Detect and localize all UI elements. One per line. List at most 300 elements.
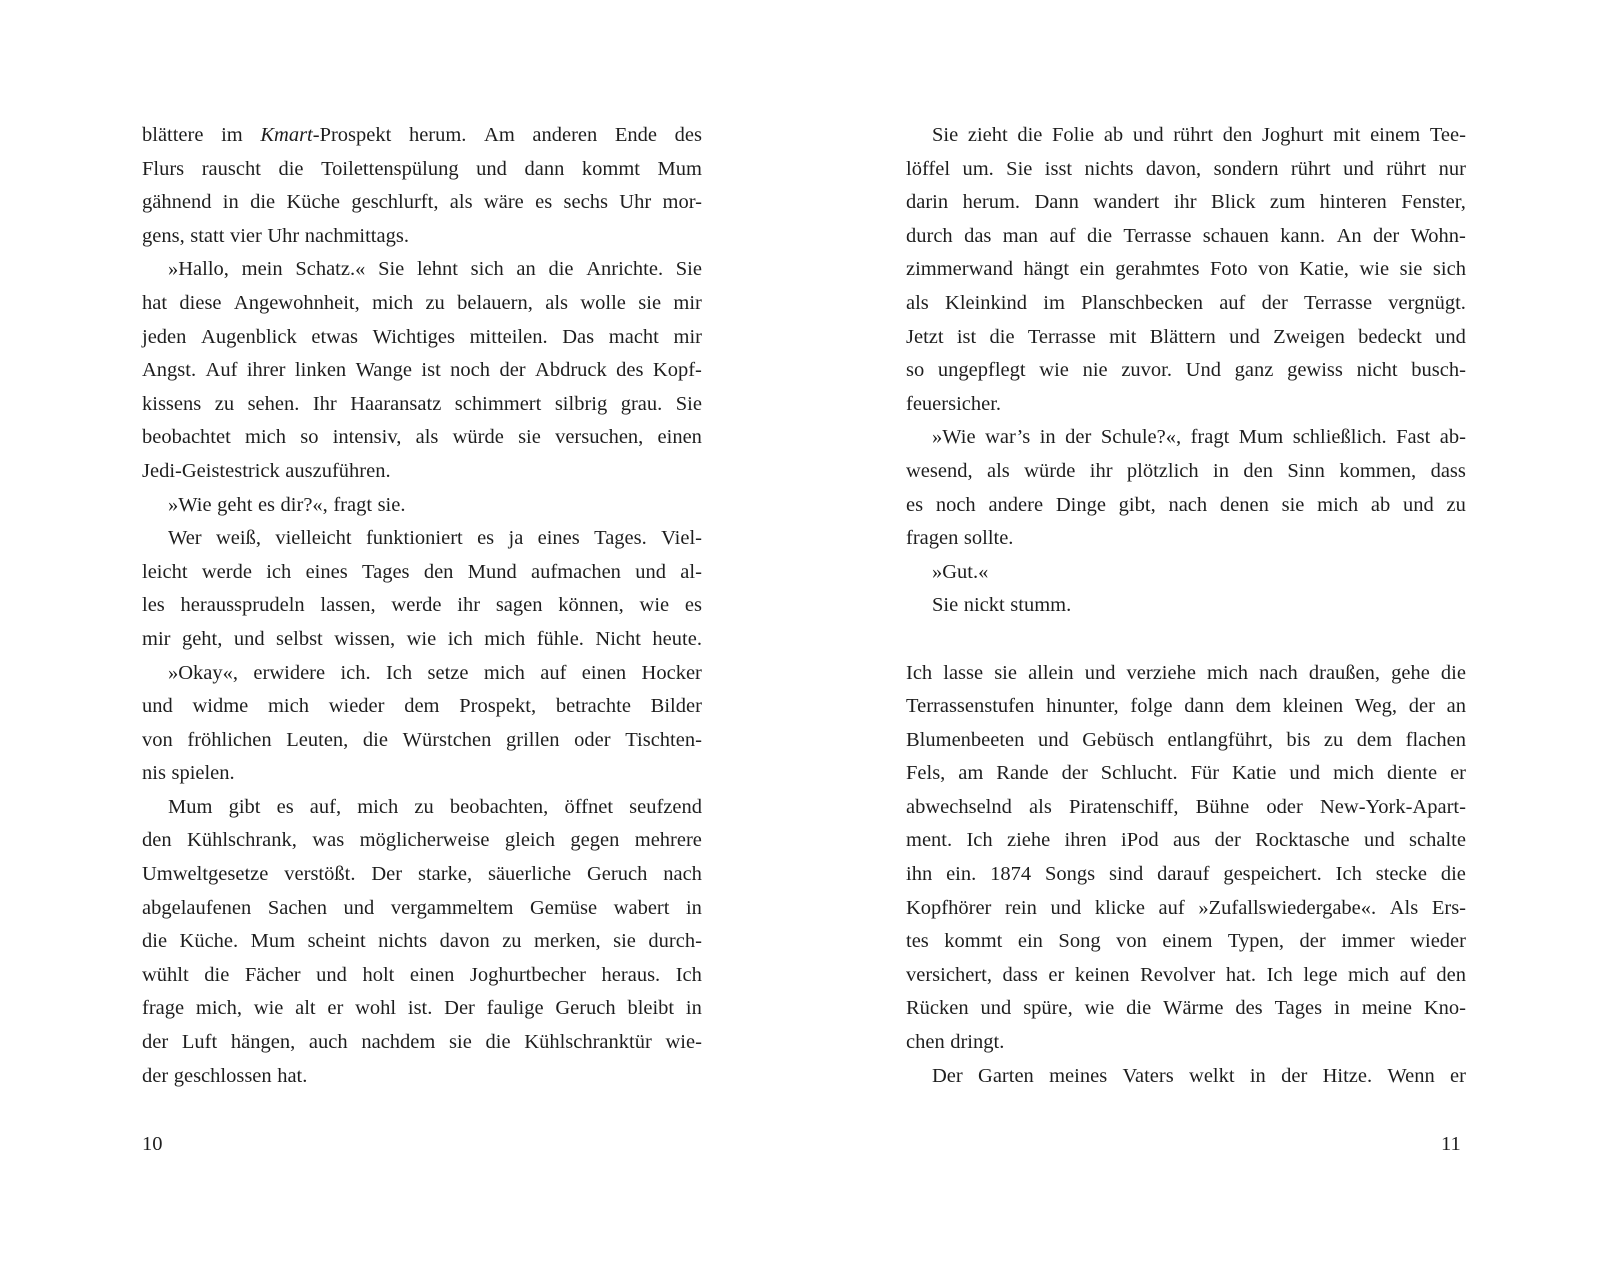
word: ihr	[457, 594, 481, 617]
word: lehnt	[416, 258, 458, 281]
word: nichts	[378, 930, 428, 953]
text-line	[906, 589, 1466, 623]
word: ich	[447, 627, 473, 650]
word: die	[204, 963, 230, 986]
word: betrachte	[555, 695, 631, 718]
word: mitteilen.	[469, 325, 548, 348]
word: wühlt	[142, 963, 189, 986]
word: beobachtet	[142, 426, 231, 449]
text-line	[142, 892, 702, 926]
word: auf,	[309, 795, 342, 818]
text-line	[906, 1026, 1466, 1060]
word: und	[316, 963, 347, 986]
word: wie	[1359, 258, 1390, 281]
text-line	[142, 724, 702, 758]
word: sechs	[563, 191, 608, 214]
word: lassen,	[320, 594, 376, 617]
word: dem	[404, 695, 440, 718]
word: Tischten-	[625, 728, 702, 751]
word: nickt	[963, 594, 1005, 617]
word: es	[535, 191, 553, 214]
word: Kopfhörer	[906, 896, 992, 919]
word: meines	[1049, 1064, 1108, 1087]
word: erwidere	[253, 661, 326, 684]
word: dem	[1235, 695, 1272, 718]
word: es	[257, 493, 276, 516]
word: andere	[988, 493, 1044, 516]
word: nachdem	[361, 1031, 436, 1054]
word: aus	[1172, 829, 1201, 852]
word: keinen	[1074, 963, 1130, 986]
word: ich.	[340, 661, 371, 684]
word: gens,	[142, 224, 185, 247]
word: zu	[425, 291, 445, 314]
word: er	[327, 997, 344, 1020]
word: Terrasse	[1304, 291, 1373, 314]
word: wie	[406, 627, 437, 650]
word: Geruch	[586, 863, 648, 886]
word: wäre	[483, 191, 524, 214]
word: Terrasse	[1027, 325, 1096, 348]
text-line	[906, 824, 1466, 858]
word: Typen,	[1227, 930, 1284, 953]
word: Wichtiges	[372, 325, 455, 348]
word: gegen	[570, 829, 620, 852]
word: der	[1299, 930, 1326, 953]
word: und	[1363, 829, 1395, 852]
word: den	[142, 829, 172, 852]
word: Vaters	[1122, 1064, 1174, 1087]
word: statt	[190, 224, 225, 247]
word: abwechselnd	[906, 795, 1012, 818]
word: sie	[638, 291, 662, 314]
word: lege	[1303, 963, 1338, 986]
word: Kleinkind	[945, 291, 1028, 314]
word: der	[142, 1031, 169, 1054]
word: man	[1002, 224, 1039, 247]
text-line	[142, 1060, 702, 1094]
word: nach	[1168, 493, 1208, 516]
word: Kühlschrank,	[187, 829, 297, 852]
word: können,	[558, 594, 624, 617]
text-line	[142, 757, 702, 791]
text-line	[142, 959, 702, 993]
word: kommt	[581, 157, 640, 180]
word: belauern,	[457, 291, 533, 314]
word: in	[1039, 426, 1056, 449]
word: bleibt	[627, 997, 675, 1020]
word: fragt	[333, 493, 373, 516]
word: der	[1261, 291, 1288, 314]
word: mich	[483, 661, 525, 684]
word: sie	[613, 930, 636, 953]
text-line	[906, 992, 1466, 1026]
word: zimmerwand	[906, 258, 1014, 281]
text-line	[906, 657, 1466, 691]
word: widme	[192, 695, 249, 718]
text-line	[142, 992, 702, 1026]
word: stecke	[1375, 863, 1427, 886]
text-line	[142, 1026, 702, 1060]
word: und	[980, 997, 1012, 1020]
word: Geruch	[555, 997, 616, 1020]
text-line	[906, 354, 1466, 388]
text-line	[906, 556, 1466, 590]
word: nur	[1438, 157, 1466, 180]
word: wie	[639, 594, 670, 617]
word: hat	[142, 291, 168, 314]
word: nis	[142, 762, 166, 785]
word: die	[989, 325, 1015, 348]
word: Das	[562, 325, 595, 348]
word: zu	[414, 795, 434, 818]
word: Tages	[1274, 997, 1323, 1020]
word: wissen,	[334, 627, 396, 650]
word: was	[312, 829, 345, 852]
word: ziehe	[1006, 829, 1051, 852]
word: wie	[1039, 359, 1069, 382]
word: hinunter,	[1046, 695, 1119, 718]
word: und	[476, 157, 507, 180]
text-line	[906, 522, 1466, 556]
word: kleinen	[1282, 695, 1344, 718]
word: heraussprudeln	[180, 594, 305, 617]
word: jeden	[142, 325, 187, 348]
word: macht	[608, 325, 659, 348]
word: Wer	[168, 527, 202, 550]
word: an	[516, 258, 536, 281]
word: herum.	[408, 124, 467, 146]
word: Garten	[978, 1064, 1034, 1087]
word: Toilettenspülung	[321, 157, 459, 180]
word: oder	[574, 728, 611, 751]
word: dir?«,	[280, 493, 328, 516]
word: mir	[673, 291, 702, 314]
text-line	[906, 388, 1466, 422]
word: mein	[241, 258, 283, 281]
word: Kno-	[1423, 997, 1466, 1020]
word: Uhr	[619, 191, 652, 214]
word: ganz	[1234, 359, 1274, 382]
word: und	[1084, 661, 1116, 684]
word: nach	[1259, 661, 1298, 684]
word: weiß,	[215, 527, 261, 550]
word: Ich	[385, 661, 413, 684]
word: davon,	[1145, 157, 1202, 180]
word: grau.	[620, 392, 663, 415]
word: kissens	[142, 392, 202, 415]
word: Dinge	[1055, 493, 1106, 516]
text-line	[142, 220, 702, 254]
word: vergammeltem	[390, 896, 514, 919]
word: spüre,	[1023, 997, 1073, 1020]
word: durch	[906, 224, 953, 247]
word: wie	[1084, 997, 1115, 1020]
right-page-body	[906, 119, 1466, 1093]
text-line	[906, 892, 1466, 926]
word: mehrere	[634, 829, 702, 852]
word: die	[250, 191, 276, 214]
word: starke,	[418, 863, 473, 886]
word: oder	[1266, 795, 1303, 818]
word: und	[343, 896, 375, 919]
word: Revolver	[1140, 963, 1216, 986]
word: hat.	[277, 1064, 308, 1087]
word: Und	[1185, 359, 1221, 382]
text-line	[142, 153, 702, 187]
word: mich	[1348, 963, 1390, 986]
word: darin	[906, 191, 949, 214]
word: sollte.	[963, 527, 1014, 550]
word: wandert	[1093, 191, 1160, 214]
word: um.	[962, 157, 994, 180]
word: und	[1050, 896, 1082, 919]
word: geschlossen	[173, 1064, 272, 1087]
word: würde	[452, 426, 504, 449]
word: rein	[1005, 896, 1037, 919]
word: Haaransatz	[350, 392, 442, 415]
word: und	[1435, 325, 1466, 348]
word: mit	[1333, 124, 1361, 146]
word: Wärme	[1163, 997, 1224, 1020]
word: als	[545, 291, 568, 314]
word: Folie	[1052, 124, 1095, 146]
word: ist	[956, 325, 977, 348]
word: ein	[1079, 258, 1105, 281]
word: immer	[1341, 930, 1395, 953]
text-line	[142, 489, 702, 523]
word: eines	[537, 527, 580, 550]
word: hinteren	[1319, 191, 1387, 214]
word: er	[1450, 1064, 1466, 1087]
word: schließlich.	[1292, 426, 1387, 449]
word: wie-	[665, 1031, 702, 1054]
word: frage	[142, 997, 185, 1020]
word: etwas	[311, 325, 359, 348]
word: Luft	[181, 1031, 218, 1054]
word: als	[415, 426, 439, 449]
word: und	[142, 695, 173, 718]
word: flachen	[1405, 728, 1466, 751]
word: in	[1249, 1064, 1266, 1087]
word: ihr	[1173, 191, 1197, 214]
word: Für	[1190, 762, 1220, 785]
word: rauscht	[201, 157, 261, 180]
word: von	[1258, 258, 1289, 281]
word: zu	[1446, 493, 1466, 516]
right-page-number: 11	[1441, 1133, 1461, 1155]
word: der	[1065, 426, 1092, 449]
word: die	[278, 157, 304, 180]
word: iPod	[1121, 829, 1159, 852]
word: Ihr	[312, 392, 337, 415]
word: meine	[1361, 997, 1412, 1020]
word: Wenn	[1387, 1064, 1435, 1087]
word: Jedi-Geistestrick	[142, 459, 280, 482]
word: Anrichte.	[586, 258, 664, 281]
word: plötzlich	[1126, 459, 1199, 482]
text-line	[906, 220, 1466, 254]
word: ja	[508, 527, 524, 550]
word: Weg,	[1354, 695, 1398, 718]
word: auch	[308, 1031, 348, 1054]
word: Ende	[614, 124, 658, 146]
word: abgelaufenen	[142, 896, 252, 919]
text-line	[142, 321, 702, 355]
word: Schlucht.	[1100, 762, 1178, 785]
text-line	[906, 791, 1466, 825]
word: er	[1048, 963, 1065, 986]
word: kann.	[1280, 224, 1326, 247]
word: Nicht	[595, 627, 641, 650]
word: holt	[362, 963, 395, 986]
word: nachmittags.	[304, 224, 409, 247]
word: dringt.	[950, 1031, 1005, 1054]
text-line	[906, 724, 1466, 758]
word: ist.	[407, 997, 433, 1020]
word: Bilder	[650, 695, 702, 718]
word: gerahmtes	[1115, 258, 1200, 281]
word: Ich	[1266, 963, 1293, 986]
word: Abdruck	[535, 359, 607, 382]
word: beobachten,	[449, 795, 549, 818]
word: mich	[484, 627, 526, 650]
word: chen	[906, 1031, 945, 1054]
word: am	[958, 762, 984, 785]
text-line	[142, 556, 702, 590]
word: Angewohnheit,	[233, 291, 360, 314]
word: einen	[657, 426, 702, 449]
text-line	[906, 253, 1466, 287]
word: ihr	[1089, 459, 1113, 482]
word: und	[1343, 157, 1374, 180]
word: mich	[1207, 661, 1249, 684]
word: tes	[906, 930, 929, 953]
word: Am	[484, 124, 515, 146]
word: diente	[1387, 762, 1438, 785]
word: durch-	[648, 930, 702, 953]
word: Wohn-	[1410, 224, 1466, 247]
word: Ich	[966, 829, 993, 852]
word: Ich	[906, 661, 933, 684]
word: vielleicht	[275, 527, 352, 550]
word: und	[233, 627, 265, 650]
word: Mum	[1238, 426, 1284, 449]
word: der	[1281, 1064, 1308, 1087]
word: so	[300, 426, 319, 449]
word: mich	[372, 291, 414, 314]
word: »Okay«,	[168, 661, 239, 684]
word: im	[1043, 291, 1065, 314]
word: leicht	[142, 560, 188, 583]
word: Sie	[1006, 157, 1033, 180]
word: mich	[357, 795, 399, 818]
word: Kmart-Prospekt	[260, 124, 392, 146]
word: nie	[1082, 359, 1108, 382]
word: rührt	[1386, 157, 1427, 180]
word: dass	[1430, 459, 1466, 482]
word: silbrig	[554, 392, 608, 415]
word: gibt,	[1118, 493, 1156, 516]
word: allein	[1028, 661, 1074, 684]
word: klicke	[1094, 896, 1145, 919]
word: spielen.	[171, 762, 235, 785]
word: Mum	[168, 795, 213, 818]
word: verziehe	[1126, 661, 1196, 684]
word: werde	[201, 560, 252, 583]
word: das	[964, 224, 992, 247]
word: Song	[1058, 930, 1101, 953]
word: davon	[439, 930, 490, 953]
word: wesend,	[906, 459, 973, 482]
word: die	[1126, 997, 1152, 1020]
word: als	[906, 291, 929, 314]
word: und	[635, 560, 666, 583]
word: auf	[1219, 291, 1246, 314]
word: die	[1087, 224, 1113, 247]
word: auf	[540, 661, 567, 684]
word: merken,	[534, 930, 601, 953]
word: wabert	[613, 896, 670, 919]
word: linken	[294, 359, 347, 382]
text-line	[142, 623, 702, 657]
word: »Hallo,	[168, 258, 229, 281]
word: feuersicher.	[906, 392, 1002, 415]
word: Dann	[1034, 191, 1079, 214]
word: Joghurt	[1261, 124, 1324, 146]
text-line	[906, 757, 1466, 791]
word: herum.	[962, 191, 1021, 214]
word: des	[616, 359, 644, 382]
word: würde	[1024, 459, 1076, 482]
word: der	[1214, 829, 1241, 852]
word: und	[1403, 493, 1434, 516]
word: Augenblick	[201, 325, 297, 348]
word: zu	[1323, 728, 1344, 751]
word: Foto	[1209, 258, 1248, 281]
word: Rücken	[906, 997, 969, 1020]
word: Umweltgesetze	[142, 863, 269, 886]
word: der	[1408, 695, 1435, 718]
word: geht,	[181, 627, 223, 650]
word: Sie	[675, 392, 702, 415]
word: selbst	[276, 627, 323, 650]
word: auf	[1158, 896, 1185, 919]
text-line	[906, 119, 1466, 153]
word: faulige	[486, 997, 544, 1020]
word: Songs	[1045, 863, 1096, 886]
word: noch	[450, 359, 491, 382]
word: gewiss	[1287, 359, 1343, 382]
word: mir	[142, 627, 171, 650]
text-line	[142, 455, 702, 489]
text-line	[142, 354, 702, 388]
word: nicht	[1356, 359, 1398, 382]
text-line	[142, 925, 702, 959]
word: geht	[217, 493, 253, 516]
word: mich,	[195, 997, 242, 1020]
word: Tages	[362, 560, 410, 583]
word: Wange	[355, 359, 412, 382]
word: Fächer	[244, 963, 301, 986]
word: gleich	[504, 829, 555, 852]
word: Kopf-	[652, 359, 702, 382]
word: rührt	[1290, 157, 1331, 180]
word: sie	[994, 661, 1017, 684]
text-line	[906, 925, 1466, 959]
word: hat.	[1225, 963, 1256, 986]
word: Als	[1389, 896, 1419, 919]
